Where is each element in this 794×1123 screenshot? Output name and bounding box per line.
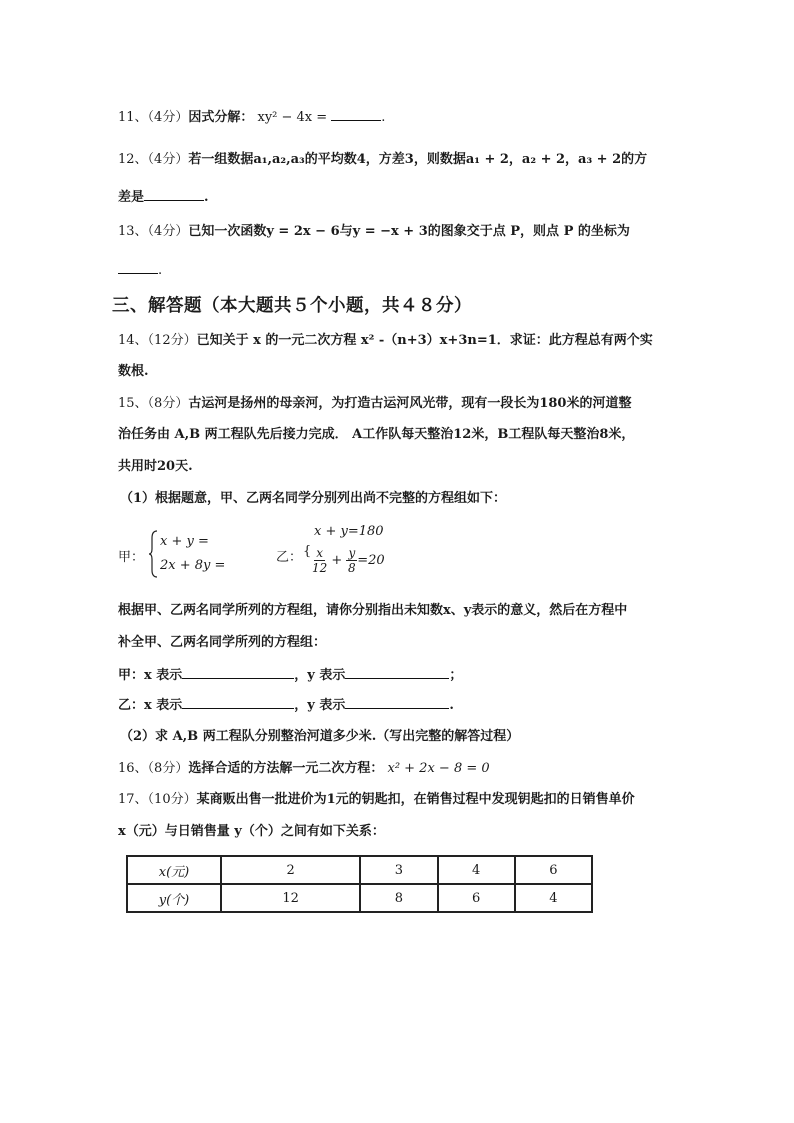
question-text: 古运河是扬州的母亲河，为打造古运河风光带，现有一段长为180米的河道整 [188,396,632,411]
table-row [127,856,592,884]
answer-blank [118,262,158,274]
fraction [312,546,327,575]
table-header-cell: y(个) [127,884,221,912]
question-number: 17、（10分） [118,792,197,807]
question-15-line2: 治任务由 A,B 两工程队先后接力完成． A工作队每天整治12米，B工程队每天整治8米， [118,427,635,442]
period: . [381,110,386,125]
section-heading: 三、解答题（本大题共５个小题，共４８分） [112,296,472,316]
question-15-line3: 共用时20天. [118,459,193,474]
fraction [346,546,357,575]
fill-label: ，y 表示 [294,668,346,683]
math-expression: x² + 2x − 8 = 0 [387,761,490,776]
question-text: 差是 [118,190,145,205]
question-number: 12、（4分） [118,152,189,167]
table-cell: 3 [360,856,437,884]
brace-icon [148,530,158,578]
answer-blank [182,697,294,709]
question-13 [118,224,630,240]
table-header-cell: x(元) [127,856,221,884]
question-14 [118,333,653,349]
value-table [126,855,593,913]
table-cell: 8 [360,884,437,912]
question-16 [118,761,490,777]
table-cell: 12 [221,884,360,912]
brace-icon: { [303,544,312,559]
answer-blank [345,667,449,679]
question-15-explain1: 根据甲、乙两名同学所列的方程组，请你分别指出未知数x、y表示的意义，然后在方程中 [118,603,628,618]
denominator: 8 [348,561,356,575]
question-11 [118,109,385,126]
answer-blank [144,189,204,201]
question-15-part1: （1）根据题意，甲、乙两名同学分别列出尚不完整的方程组如下： [120,491,507,506]
equation-rhs: =20 [357,553,385,568]
question-15-explain2: 补全甲、乙两名同学所列的方程组： [118,635,327,650]
question-17-line2: x（元）与日销售量 y（个）之间有如下关系： [118,824,385,839]
yi-equation-2 [312,546,385,575]
question-number: 15、（8分） [118,396,189,411]
yi-label: 乙： [276,550,303,565]
question-text: 已知一次函数y = 2x − 6与y = −x + 3的图象交于点 P，则点 P 的坐标为 [188,224,630,239]
table-cell: 6 [438,884,515,912]
question-text: 选择合适的方法解一元二次方程： [188,761,384,776]
period: . [204,190,209,205]
question-15 [118,396,631,412]
jia-equation-2: 2x + 8y = [160,558,226,573]
question-text: 已知关于 x 的一元二次方程 x² -（n+3）x+3n=1．求证：此方程总有两个实 [196,333,653,348]
question-text: 若一组数据a₁,a₂,a₃的平均数4，方差3，则数据a₁ + 2，a₂ + 2，a₃ + 2的方 [188,152,648,167]
answer-blank [345,697,449,709]
numerator: y [348,546,356,560]
math-expression: xy² − 4x = [257,110,328,125]
plus-sign: + [331,553,343,568]
jia-fill-line [118,667,462,684]
question-17 [118,792,635,808]
question-13-line2 [118,262,162,279]
answer-blank [182,667,294,679]
table-cell: 4 [438,856,515,884]
table-row [127,884,592,912]
fill-label: ，y 表示 [294,698,346,713]
question-text: 因式分解： [188,110,254,125]
punctuation: ； [449,668,463,683]
question-14-line2: 数根. [118,364,149,379]
answer-blank [331,109,381,121]
table-cell: 2 [221,856,360,884]
yi-fill-line [118,697,454,714]
fill-label: 乙：x 表示 [118,698,183,713]
table-cell: 6 [515,856,592,884]
denominator: 12 [312,561,328,575]
question-number: 16、（8分） [118,761,189,776]
question-number: 13、（4分） [118,224,189,239]
question-12-line2 [118,189,209,206]
punctuation: . [449,698,454,713]
yi-equation-1: x + y=180 [314,524,384,539]
fill-label: 甲：x 表示 [118,668,183,683]
table-cell: 4 [515,884,592,912]
question-text: 某商贩出售一批进价为1元的钥匙扣，在销售过程中发现钥匙扣的日销售单价 [196,792,635,807]
question-number: 11、（4分） [118,110,189,125]
jia-equation-1: x + y = [160,534,209,549]
period: . [158,263,163,278]
numerator: x [316,546,324,560]
question-15-part2: （2）求 A,B 两工程队分别整治河道多少米.（写出完整的解答过程） [120,729,520,744]
question-number: 14、（12分） [118,333,197,348]
jia-label: 甲： [118,550,145,565]
question-12 [118,152,647,168]
